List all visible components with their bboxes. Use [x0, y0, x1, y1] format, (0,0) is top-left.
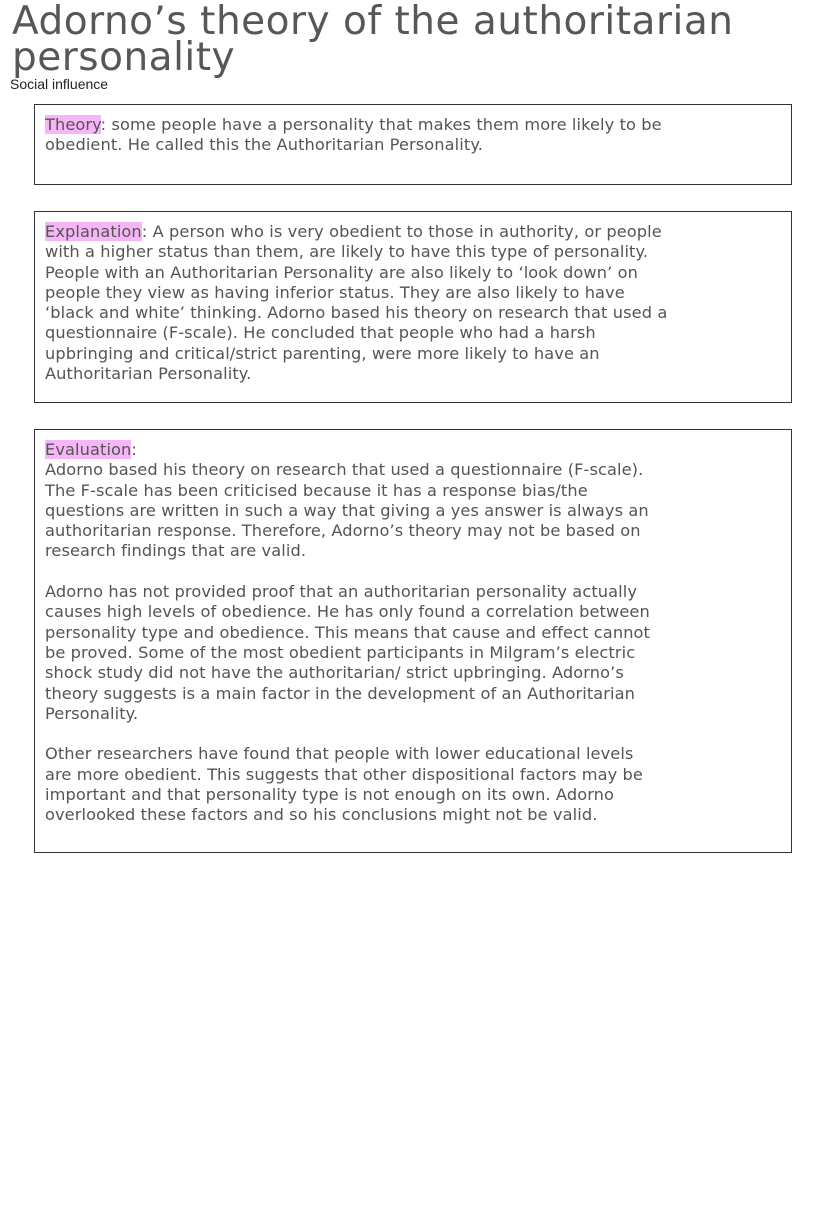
- text-span: The F-scale has been criticised because it has a response bias/the: [45, 480, 588, 500]
- text-line: [45, 344, 781, 364]
- text-line: [45, 643, 781, 663]
- subtitle: Social influence: [10, 76, 109, 92]
- text-span: People with an Authoritarian Personality are also likely to ‘look down’ on: [45, 262, 638, 282]
- text-line: [45, 582, 781, 602]
- text-line: [45, 222, 781, 242]
- explanation-box: [34, 211, 792, 403]
- text-span: people they view as having inferior status. They are also likely to have: [45, 282, 625, 302]
- text-span: causes high levels of obedience. He has only found a correlation between: [45, 602, 650, 622]
- text-span: research findings that are valid.: [45, 541, 307, 561]
- page-title: [12, 0, 734, 80]
- text-line: [45, 602, 781, 622]
- text-line: [45, 283, 781, 303]
- text-line: [45, 684, 781, 704]
- title-line: Adorno’s theory of the authoritarian: [12, 0, 734, 44]
- text-span: important and that personality type is not enough on its own. Adorno: [45, 785, 615, 805]
- section-label: Evaluation: [45, 440, 132, 459]
- text-line: [45, 744, 781, 764]
- text-span: are more obedient. This suggests that other dispositional factors may be: [45, 764, 643, 784]
- text-span: overlooked these factors and so his conclusions might not be valid.: [45, 805, 598, 825]
- section-label: Explanation: [45, 222, 142, 241]
- text-line: [45, 663, 781, 683]
- text-span: questions are written in such a way that giving a yes answer is always an: [45, 500, 649, 520]
- text-line: [45, 481, 781, 501]
- text-line: [45, 460, 781, 480]
- text-line: [45, 364, 781, 384]
- text-span: shock study did not have the authoritarian/ strict upbringing. Adorno’s: [45, 663, 624, 683]
- text-line: [45, 323, 781, 343]
- theory-box: [34, 104, 792, 185]
- text-line: [45, 263, 781, 283]
- text-line: [45, 805, 781, 825]
- text-span: Authoritarian Personality.: [45, 364, 252, 384]
- text-span: upbringing and critical/strict parenting, were more likely to have an: [45, 343, 600, 363]
- text-line: [45, 704, 781, 724]
- text-span: questionnaire (F-scale). He concluded that people who had a harsh: [45, 323, 596, 343]
- text-span: :: [131, 440, 137, 459]
- text-line: [45, 765, 781, 785]
- text-line: [45, 724, 781, 744]
- text-line: [45, 785, 781, 805]
- text-span: theory suggests is a main factor in the development of an Authoritarian: [45, 683, 636, 703]
- title-line: personality: [12, 35, 236, 80]
- evaluation-box: [34, 429, 792, 853]
- text-line: [45, 623, 781, 643]
- text-line: [45, 303, 781, 323]
- text-span: with a higher status than them, are likely to have this type of personality.: [45, 242, 649, 262]
- text-span: : A person who is very obedient to those in authority, or people: [141, 222, 662, 241]
- text-span: personality type and obedience. This means that cause and effect cannot: [45, 622, 651, 642]
- text-span: Adorno has not provided proof that an authoritarian personality actually: [45, 582, 638, 602]
- text-line: [45, 440, 781, 460]
- text-span: ‘black and white’ thinking. Adorno based his theory on research that used a: [45, 303, 668, 323]
- text-span: obedient. He called this the Authoritarian Personality.: [45, 135, 483, 155]
- text-line: [45, 562, 781, 582]
- text-span: authoritarian response. Therefore, Adorno’s theory may not be based on: [45, 521, 641, 541]
- text-line: [45, 242, 781, 262]
- text-span: Other researchers have found that people with lower educational levels: [45, 744, 634, 764]
- section-label: Theory: [45, 115, 101, 134]
- text-line: [45, 541, 781, 561]
- text-line: [45, 115, 781, 135]
- text-span: : some people have a personality that makes them more likely to be: [100, 115, 662, 134]
- text-span: Adorno based his theory on research that used a questionnaire (F-scale).: [45, 460, 644, 480]
- text-line: [45, 501, 781, 521]
- text-line: [45, 135, 781, 155]
- text-line: [45, 521, 781, 541]
- text-span: Personality.: [45, 703, 139, 723]
- text-span: be proved. Some of the most obedient participants in Milgram’s electric: [45, 642, 636, 662]
